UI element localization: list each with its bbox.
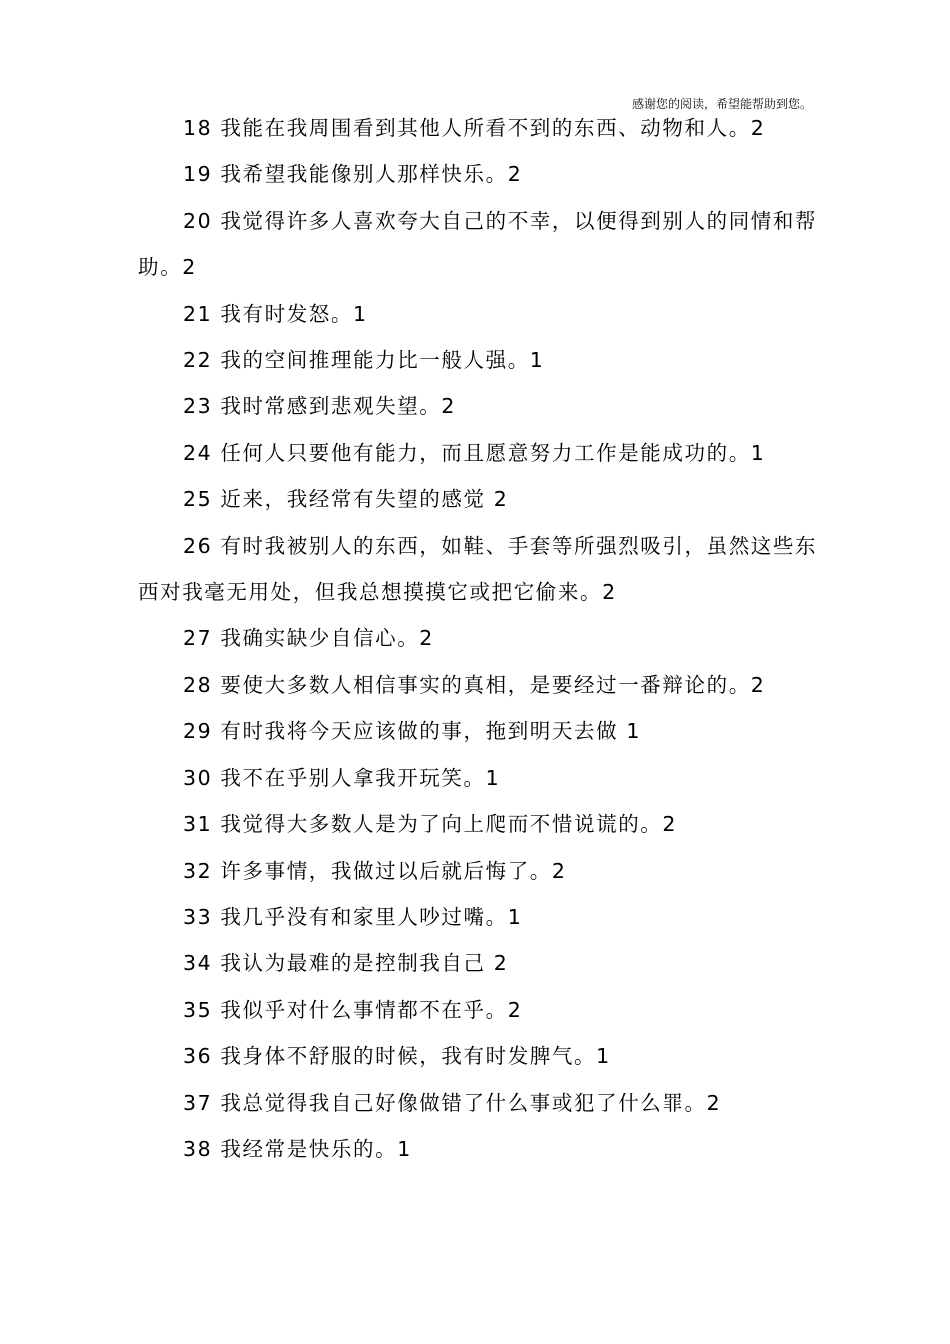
question-item: 18 我能在我周围看到其他人所看不到的东西、动物和人。2 bbox=[183, 116, 766, 140]
question-item: 19 我希望我能像别人那样快乐。2 bbox=[183, 162, 523, 187]
question-item: 20 我觉得许多人喜欢夸大自己的不幸，以便得到别人的同情和帮助。2 bbox=[138, 208, 818, 280]
question-item: 30 我不在乎别人拿我开玩笑。1 bbox=[183, 765, 501, 790]
question-item: 36 我身体不舒服的时候，我有时发脾气。1 bbox=[183, 1044, 611, 1069]
question-item: 23 我时常感到悲观失望。2 bbox=[183, 394, 457, 419]
question-item: 26 有时我被别人的东西，如鞋、手套等所强烈吸引，虽然这些东西对我毫无用处，但我总想摸摸它或把它偷来。2 bbox=[138, 533, 818, 605]
question-item: 27 我确实缺少自信心。2 bbox=[183, 626, 434, 651]
question-item: 22 我的空间推理能力比一般人强。1 bbox=[183, 348, 545, 373]
questionnaire-list bbox=[138, 105, 818, 1172]
question-item: 32 许多事情，我做过以后就后悔了。2 bbox=[183, 858, 567, 883]
question-item: 29 有时我将今天应该做的事，拖到明天去做 1 bbox=[183, 719, 641, 744]
header-note: 感谢您的阅读，希望能帮助到您。 bbox=[631, 97, 812, 111]
question-item: 37 我总觉得我自己好像做错了什么事或犯了什么罪。2 bbox=[183, 1090, 722, 1115]
question-item: 31 我觉得大多数人是为了向上爬而不惜说谎的。2 bbox=[183, 812, 678, 837]
question-item: 25 近来，我经常有失望的感觉 2 bbox=[183, 487, 509, 512]
question-item: 21 我有时发怒。1 bbox=[183, 301, 368, 326]
question-item: 34 我认为最难的是控制我自己 2 bbox=[183, 951, 509, 976]
question-item: 24 任何人只要他有能力，而且愿意努力工作是能成功的。1 bbox=[183, 440, 766, 465]
question-item: 38 我经常是快乐的。1 bbox=[183, 1136, 412, 1161]
question-item: 28 要使大多数人相信事实的真相，是要经过一番辩论的。2 bbox=[183, 672, 766, 697]
question-item: 33 我几乎没有和家里人吵过嘴。1 bbox=[183, 904, 523, 929]
question-item: 35 我似乎对什么事情都不在乎。2 bbox=[183, 997, 523, 1022]
